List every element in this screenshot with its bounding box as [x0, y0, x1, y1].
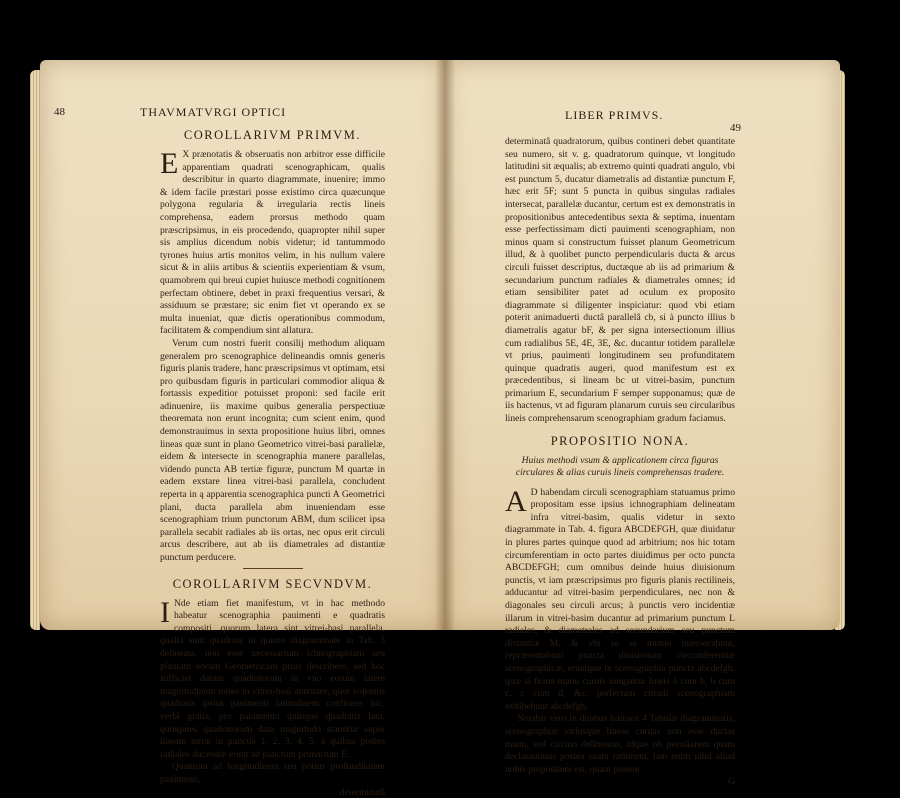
right-text-block	[505, 136, 735, 787]
left-running-head: THAVMATVRGI OPTICI	[140, 105, 287, 119]
proposition-subtitle: Huius methodi vsum & applicationem circa figuras circulares & alias curuis lineis comprehensas tradere.	[515, 454, 725, 478]
right-catchword: G	[728, 776, 735, 788]
left-page-edges	[30, 70, 40, 630]
corollary-2-para-2: Quantum ad longitudinem seu potius profunditatem pauimenti,	[160, 761, 385, 785]
dropcap-a: A	[505, 484, 527, 518]
right-page	[445, 60, 840, 788]
left-catchword: determinatâ	[339, 786, 385, 798]
divider	[243, 568, 303, 569]
right-running-head: LIBER PRIMVS.	[565, 108, 664, 122]
right-page-number: 49	[730, 122, 741, 134]
dropcap-i: I	[160, 595, 170, 629]
open-book	[30, 60, 845, 798]
left-page	[40, 60, 445, 798]
proposition-para-2: Notabis vero in duobus huiusce 4 Tabulæ diagrammatis, scenographiæ vtriusque lineas curuas non esse ductas manu, sed circino delineatas, idque ob peculiarem quam declarauimus postea suam rationem, iam enim nihil aliud nobis propositum est, quam ponere	[505, 713, 735, 775]
corollary-1-para-1: E X prænotatis & obseruatis non arbitror esse difficile apparentiam quadrati scenographicam, qualis describitur in quarto diagrammate, inuenire; immo & idem facile præstari posse existimo circa quæcunque polygona regularia & irregularia rectis lineis comprehensa, eadem prorsus methodo quam præscripsimus, in eis procedendo, quapropter nihil super sis amplius dicendum nobis videtur; id tantummodo tyrones huius artis monitos velim, in his nullum valere sicut & in aliis artibus & scientiis experientiam & vsum, quamobrem qui breui cupiet huiusce methodi cognitionem perfectam obtinere, debet in praxi frequentius versari, & assiduum se præstare; sic enim fiet vt operando ex se multa inueniat, quæ dictis operationibus commodum, facilitatem & compendium sint allatura.	[160, 147, 385, 337]
dropcap-e: E	[160, 147, 179, 180]
corollary-1-para-2: Verum cum nostri fuerit consilij methodum aliquam generalem pro scenographice delineandis omnis generis figuris planis tradere, hanc præscripsimus vt optimam, etsi pro quibusdam figuris in particulari commodior aliqua & fortassis expeditior potuisset proponi: sed facile erit adinuenire, iis maxime quibus generalia perspectiuæ theoremata non erunt incognita; cum scient enim, quod demonstrauimus in sexta propositione huius libri, omnes lineas quæ sunt in plano Geometrico vitrei-basi parallelæ, eidem & intersecte in scenographia manere parallelas, videndo puncta AB tertiæ figuræ, punctum M quartæ in eadem exstare linea vitrei-basi parallela, concludent reperta in ą apparentia scenographica puncti A Geometrici plani, ducta parallela abm inueniendam esse scenographiam trium punctorum ABM, dum scilicet ipsa parallela secabit radiales ab iis ortas, nec opus erit circuli arcus describere, aut ab iis diametrales ad distantiæ punctum perducere.	[160, 337, 385, 563]
corollary-1-heading: COROLLARIVM PRIMVM.	[183, 128, 362, 142]
proposition-para-1: A D habendam circuli scenographiam statuamus primo propositam esse ipsius ichnographiam delineatam infra vitrei-basim, qualis videtur in sexto diagrammate in Tab. 4. figura ABCDEFGH, quæ diuidatur in plures partes quinque quod ad arbitrium; nos hic totam circumferentiam in octo partes diuidimus per octo puncta ABCDEFGH; cum omnibus deinde huius diuisionum punctis, vt iam præscripsimus pro figuris planis rectilineis, adducantur ad vitrei-basim perpendiculares, nec non & diagonales seu circuli arcus; à punctis vero incidentiæ illarum in vitrei-basim ducantur ad primarium punctum L radiales, & diametrales ad secundarium seu punctum distantiæ M, & vbi se se mutuo intersecabunt, repræsentabunt puncta diuisionum circumferentiæ scenographicæ, eruntque in scenographia puncta abcdefgh, quæ si firma manu curuis iungantur lineis à cum b, b cum c, c cum d, &c. perfectam circuli scenographiam exhibebunt abcdefgh.	[505, 484, 735, 712]
right-continuation-para: determinatâ quadratorum, quibus contineri debet quantitate seu numero, sit v. g. quadratorum quinque, vt longitudo latitudini sit æqualis; ab extremo quinti quadrati angulo, vbi est punctum 5, ducatur diametralis ad distantiæ punctum F, hæc erit 5F; sunt 5 puncta in quibus singulas radiales intersecat, parallelæ ducantur, certum est ex demonstratis in propositionibus antecedentibus sexta & septima, inuentam esse perfectissimam dicti pauimenti scenographiam, non minus quam si constructum fuisset planum Geometricum illud, & à quolibet puncto perpendicularis ducta & arcus circuli fuisset descriptus, ductæque ab iis ad primarium & secundarium punctum radiales & diametrales omnes; id etiam sensibiliter patet ad oculum ex proposito diagrammate si diligenter inspiciatur: quod vbi etiam poterit animaduerti ductâ parallelâ cb, si à puncto illius b diametralis agatur bF, & per signa intersectionum illius cum radialibus 5E, 4E, 3E, &c. ducantur totidem parallelæ vt prius, pauimenti longitudinem seu profunditatem quinque quadratis augeri, quod manifestum est ex præcedentibus, si lineam bc ut vitrei-basim, punctum primarium E, secundarium F semper supponamus; quæ de iis hactenus, vt ad figuram planarum curuis seu circularibus lineis comprehensarum scenographiam gradum faciamus.	[505, 136, 735, 425]
left-text-block	[160, 128, 385, 798]
corollary-2-para-1: I Nde etiam fiet manifestum, vt in hac methodo habeatur scenographia pauimenti e quadratis compositi, quorum latera sint vitrei-basi parallela, qualia sunt quadrata in quinto diagrammate in Tab. 3 delineata, non esse necessarium ichnographiam seu plantam eorum Geometricam prius describere, sed hoc sufficiet datum quadratorum in vno eorum latere magnitudinem toties in vitrei-basi annotare, quot volemus quadratis ipsius pauimenti latitudinem conficere; hic, verbi gratia, pro pauimento quinque quadratis lato, quinquies quadratorum data magnitudo statuitur super lineam terræ in punctis 1, 2, 3, 4, 5, à quibus postea radiales ducendæ erunt ad punctum primarium E.	[160, 595, 385, 760]
left-page-number: 48	[54, 106, 65, 118]
corollary-2-heading: COROLLARIVM SECVNDVM.	[172, 576, 373, 591]
book-gutter	[435, 60, 455, 630]
proposition-heading: PROPOSITIO NONA.	[550, 433, 690, 448]
